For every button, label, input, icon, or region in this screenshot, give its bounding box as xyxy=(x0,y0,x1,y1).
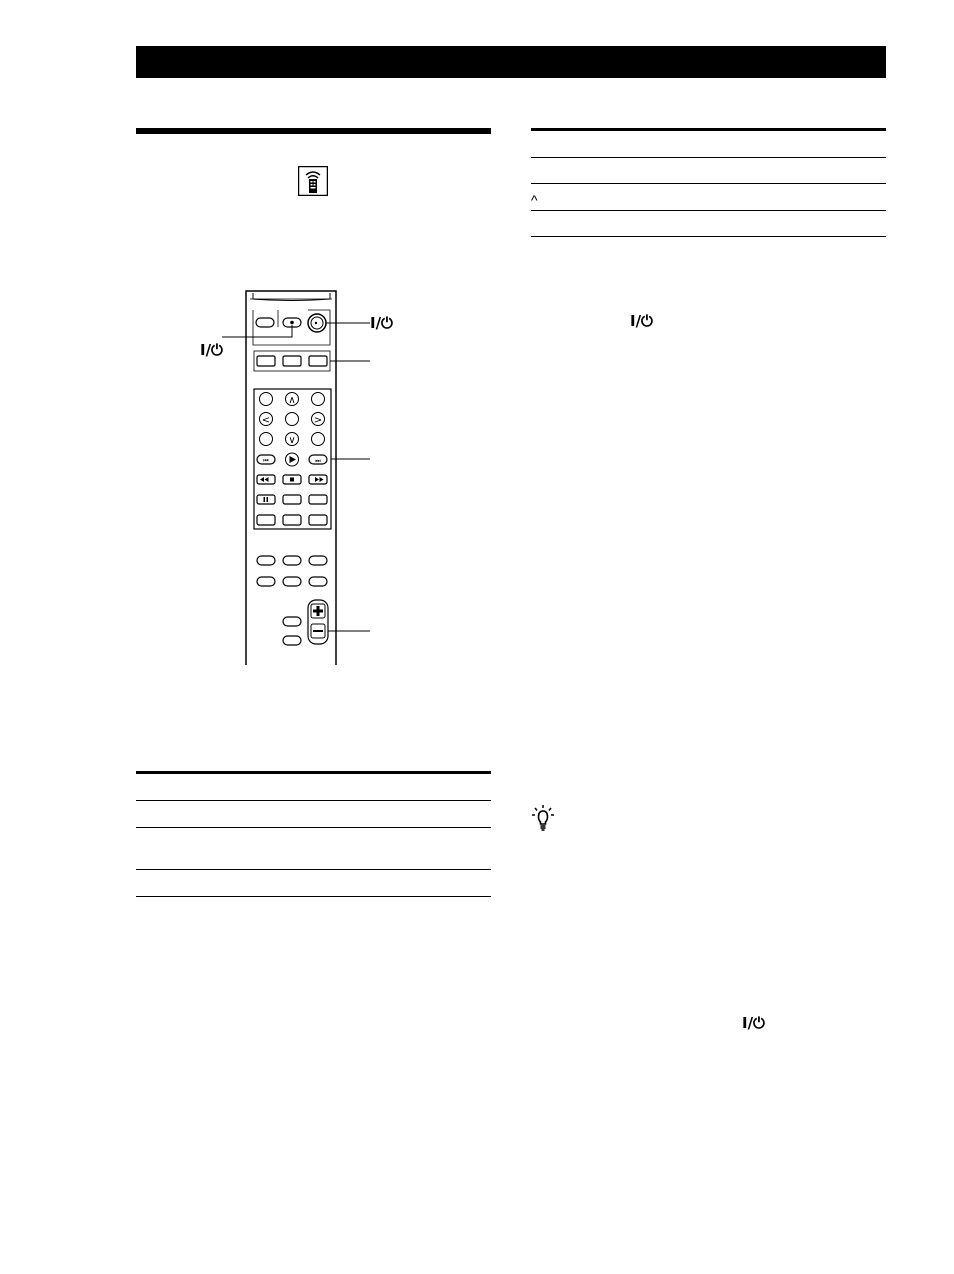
right-table-row-rule xyxy=(531,210,886,211)
lightbulb-tip-icon xyxy=(531,804,555,832)
power-symbol-text: I/⏻ xyxy=(630,312,653,330)
table-caret-symbol: ^ xyxy=(531,192,538,208)
power-callout-right: I/⏻ xyxy=(370,314,393,332)
svg-text:∨: ∨ xyxy=(288,435,296,446)
svg-text:⏮: ⏮ xyxy=(263,457,269,465)
section-heading-rule xyxy=(136,128,491,134)
svg-text:<: < xyxy=(261,415,271,426)
svg-text:>: > xyxy=(313,415,323,426)
left-table-row-rule xyxy=(136,869,491,870)
left-table-row-rule xyxy=(136,827,491,828)
right-table-bottom-rule xyxy=(531,236,886,237)
right-table-row-rule xyxy=(531,157,886,158)
power-callout-left: I/⏻ xyxy=(200,341,223,359)
left-table-top-rule xyxy=(136,771,491,774)
remote-control-icon xyxy=(298,166,328,196)
svg-text:⏭: ⏭ xyxy=(315,457,321,465)
right-table-top-rule xyxy=(531,128,886,131)
page-header-bar xyxy=(136,46,886,78)
svg-text:∧: ∧ xyxy=(288,395,296,406)
left-table-bottom-rule xyxy=(136,896,491,897)
right-table-row-rule xyxy=(531,183,886,184)
power-symbol-text: I/⏻ xyxy=(742,1014,765,1032)
left-table-row-rule xyxy=(136,800,491,801)
